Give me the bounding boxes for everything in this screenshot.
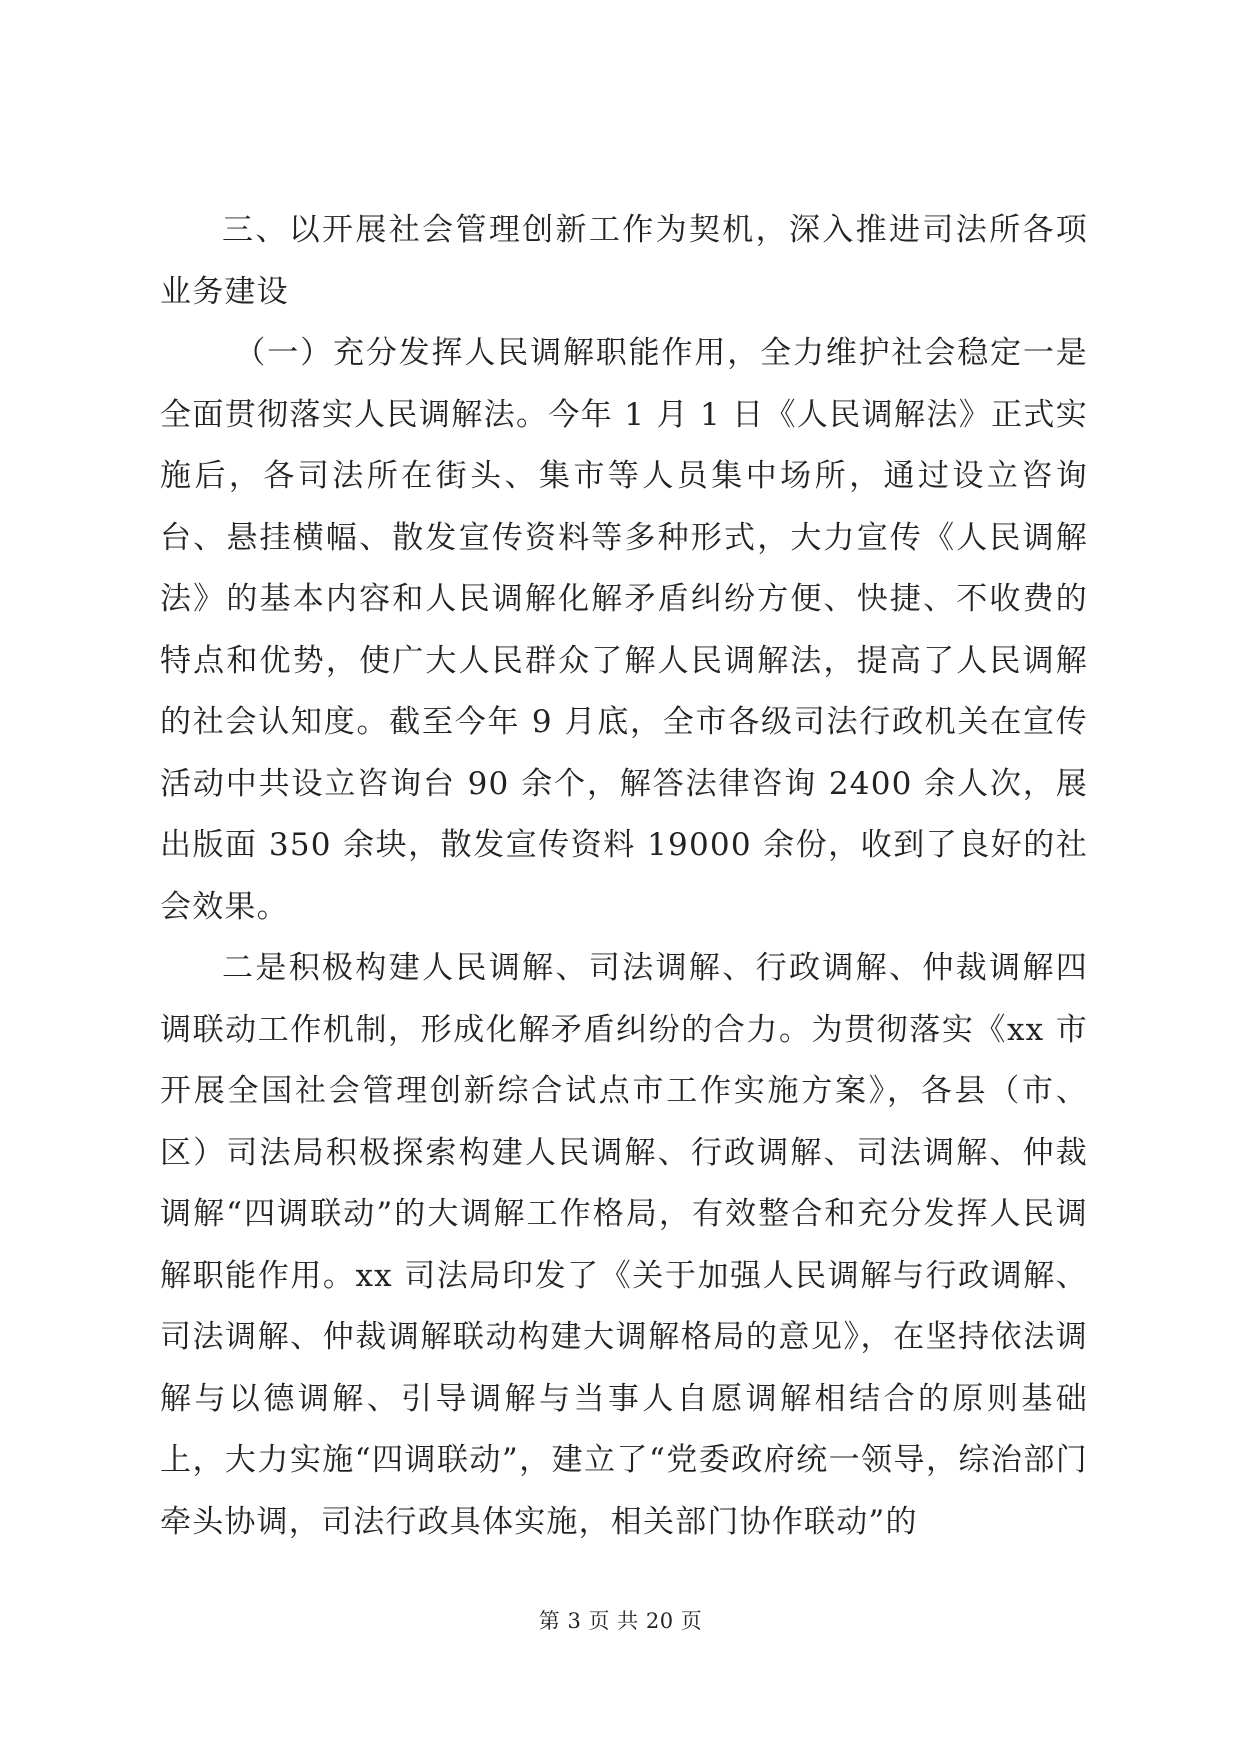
- document-body: [160, 200, 1088, 1553]
- paragraph: （一）充分发挥人民调解职能作用，全力维护社会稳定一是全面贯彻落实人民调解法。今年 1 月 1 日《人民调解法》正式实施后，各司法所在街头、集市等人员集中场所，通过设立咨询台、悬挂横幅、散发宣传资料等多种形式，大力宣传《人民调解法》的基本内容和人民调解化解矛盾纠纷方便、快捷、不收费的特点和优势，使广大人民群众了解人民调解法，提高了人民调解的社会认知度。截至今年 9 月底，全市各级司法行政机关在宣传活动中共设立咨询台 90 余个，解答法律咨询 2400 余人次，展出版面 350 余块，散发宣传资料 19000 余份，收到了良好的社会效果。: [160, 335, 1088, 925]
- paragraph: 二是积极构建人民调解、司法调解、行政调解、仲裁调解四调联动工作机制，形成化解矛盾纠纷的合力。为贯彻落实《xx 市开展全国社会管理创新综合试点市工作实施方案》，各县（市、区）司法局积极探索构建人民调解、行政调解、司法调解、仲裁调解“四调联动”的大调解工作格局，有效整合和充分发挥人民调解职能作用。xx 司法局印发了《关于加强人民调解与行政调解、司法调解、仲裁调解联动构建大调解格局的意见》，在坚持依法调解与以德调解、引导调解与当事人自愿调解相结合的原则基础上，大力实施“四调联动”，建立了“党委政府统一领导，综治部门牵头协调，司法行政具体实施，相关部门协作联动”的: [160, 950, 1088, 1540]
- page-number-footer: 第 3 页 共 20 页: [538, 1609, 703, 1633]
- section-heading: 三、以开展社会管理创新工作为契机，深入推进司法所各项业务建设: [160, 212, 1088, 310]
